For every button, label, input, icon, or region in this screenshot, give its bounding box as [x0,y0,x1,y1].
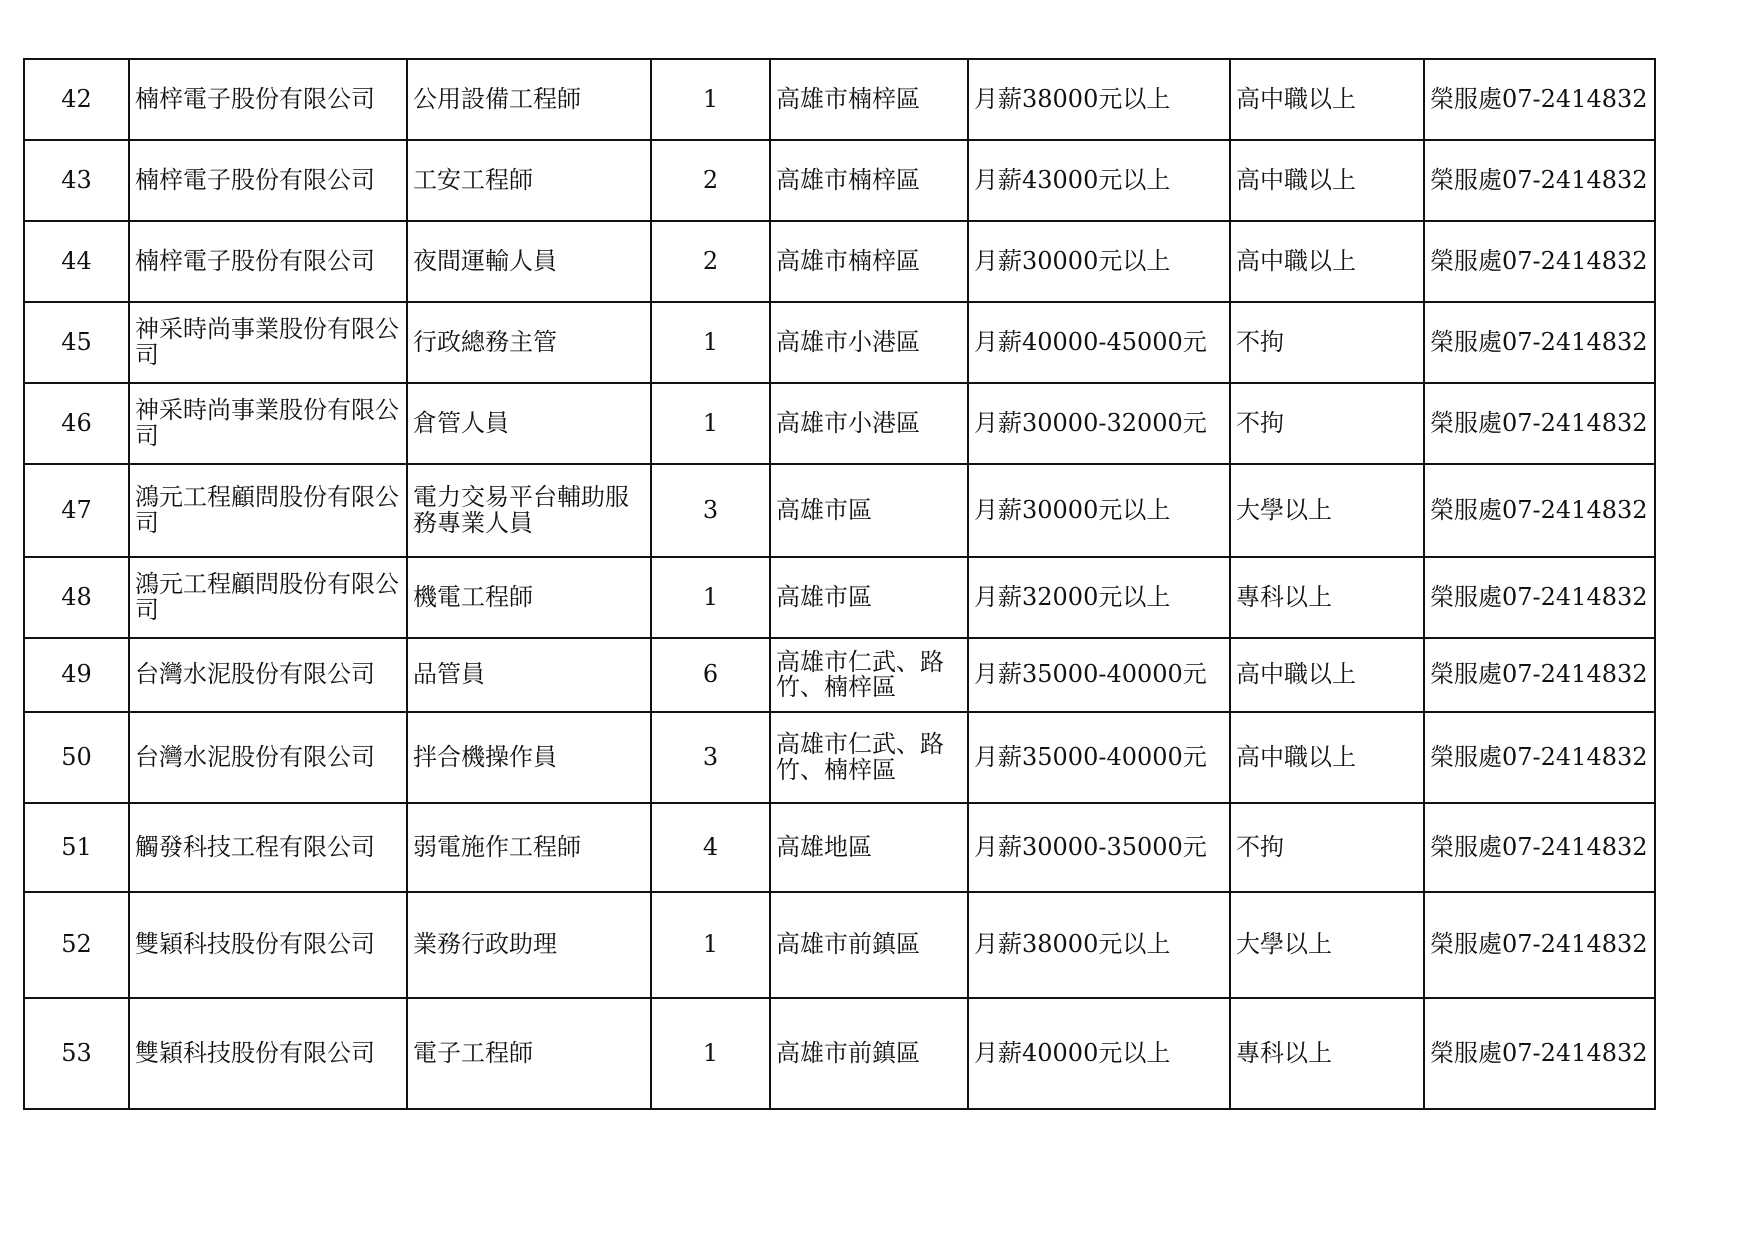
row-number: 42 [24,59,129,140]
job-title: 夜間運輸人員 [407,221,651,302]
work-location: 高雄市區 [770,557,968,638]
contact: 榮服處07-2414832 [1424,383,1655,464]
row-number: 44 [24,221,129,302]
contact: 榮服處07-2414832 [1424,803,1655,892]
contact: 榮服處07-2414832 [1424,221,1655,302]
salary: 月薪30000-32000元 [968,383,1230,464]
company-name: 神采時尚事業股份有限公司 [129,383,407,464]
row-number: 48 [24,557,129,638]
company-name: 雙穎科技股份有限公司 [129,892,407,998]
table-row [24,464,1655,557]
headcount: 2 [651,140,770,221]
row-number: 50 [24,712,129,803]
company-name: 楠梓電子股份有限公司 [129,140,407,221]
work-location: 高雄市小港區 [770,302,968,383]
headcount: 3 [651,464,770,557]
job-title: 弱電施作工程師 [407,803,651,892]
table-row [24,638,1655,712]
contact: 榮服處07-2414832 [1424,557,1655,638]
education-requirement: 不拘 [1230,803,1424,892]
company-name: 鴻元工程顧問股份有限公司 [129,464,407,557]
row-number: 43 [24,140,129,221]
headcount: 2 [651,221,770,302]
job-title: 工安工程師 [407,140,651,221]
job-title: 倉管人員 [407,383,651,464]
table-row [24,302,1655,383]
table-row [24,59,1655,140]
job-title: 公用設備工程師 [407,59,651,140]
job-title: 業務行政助理 [407,892,651,998]
education-requirement: 大學以上 [1230,892,1424,998]
work-location: 高雄市小港區 [770,383,968,464]
contact: 榮服處07-2414832 [1424,59,1655,140]
table-row [24,712,1655,803]
table-row [24,803,1655,892]
job-listing-table [23,58,1656,1110]
work-location: 高雄市前鎮區 [770,892,968,998]
work-location: 高雄市仁武、路竹、楠梓區 [770,712,968,803]
education-requirement: 專科以上 [1230,557,1424,638]
salary: 月薪35000-40000元 [968,638,1230,712]
table-row [24,892,1655,998]
company-name: 雙穎科技股份有限公司 [129,998,407,1109]
work-location: 高雄市楠梓區 [770,140,968,221]
salary: 月薪30000-35000元 [968,803,1230,892]
headcount: 6 [651,638,770,712]
education-requirement: 不拘 [1230,302,1424,383]
table-row [24,383,1655,464]
salary: 月薪40000元以上 [968,998,1230,1109]
job-title: 拌合機操作員 [407,712,651,803]
row-number: 46 [24,383,129,464]
work-location: 高雄市仁武、路竹、楠梓區 [770,638,968,712]
row-number: 53 [24,998,129,1109]
contact: 榮服處07-2414832 [1424,140,1655,221]
contact: 榮服處07-2414832 [1424,998,1655,1109]
education-requirement: 高中職以上 [1230,712,1424,803]
row-number: 45 [24,302,129,383]
work-location: 高雄市區 [770,464,968,557]
salary: 月薪30000元以上 [968,464,1230,557]
company-name: 楠梓電子股份有限公司 [129,59,407,140]
salary: 月薪43000元以上 [968,140,1230,221]
work-location: 高雄地區 [770,803,968,892]
contact: 榮服處07-2414832 [1424,302,1655,383]
headcount: 1 [651,557,770,638]
headcount: 1 [651,383,770,464]
salary: 月薪38000元以上 [968,59,1230,140]
education-requirement: 高中職以上 [1230,140,1424,221]
table-row [24,140,1655,221]
job-title: 電子工程師 [407,998,651,1109]
education-requirement: 高中職以上 [1230,638,1424,712]
row-number: 49 [24,638,129,712]
contact: 榮服處07-2414832 [1424,464,1655,557]
work-location: 高雄市前鎮區 [770,998,968,1109]
headcount: 1 [651,302,770,383]
salary: 月薪32000元以上 [968,557,1230,638]
education-requirement: 專科以上 [1230,998,1424,1109]
salary: 月薪40000-45000元 [968,302,1230,383]
row-number: 52 [24,892,129,998]
table-row [24,221,1655,302]
table-row [24,998,1655,1109]
company-name: 神采時尚事業股份有限公司 [129,302,407,383]
salary: 月薪35000-40000元 [968,712,1230,803]
education-requirement: 高中職以上 [1230,59,1424,140]
headcount: 4 [651,803,770,892]
company-name: 鴻元工程顧問股份有限公司 [129,557,407,638]
education-requirement: 不拘 [1230,383,1424,464]
contact: 榮服處07-2414832 [1424,712,1655,803]
job-title: 品管員 [407,638,651,712]
headcount: 1 [651,892,770,998]
education-requirement: 大學以上 [1230,464,1424,557]
row-number: 47 [24,464,129,557]
company-name: 楠梓電子股份有限公司 [129,221,407,302]
work-location: 高雄市楠梓區 [770,221,968,302]
job-title: 電力交易平台輔助服務專業人員 [407,464,651,557]
salary: 月薪38000元以上 [968,892,1230,998]
job-title: 機電工程師 [407,557,651,638]
contact: 榮服處07-2414832 [1424,892,1655,998]
work-location: 高雄市楠梓區 [770,59,968,140]
contact: 榮服處07-2414832 [1424,638,1655,712]
education-requirement: 高中職以上 [1230,221,1424,302]
job-title: 行政總務主管 [407,302,651,383]
headcount: 1 [651,59,770,140]
headcount: 1 [651,998,770,1109]
headcount: 3 [651,712,770,803]
company-name: 台灣水泥股份有限公司 [129,638,407,712]
row-number: 51 [24,803,129,892]
salary: 月薪30000元以上 [968,221,1230,302]
table-row [24,557,1655,638]
company-name: 台灣水泥股份有限公司 [129,712,407,803]
company-name: 觸發科技工程有限公司 [129,803,407,892]
